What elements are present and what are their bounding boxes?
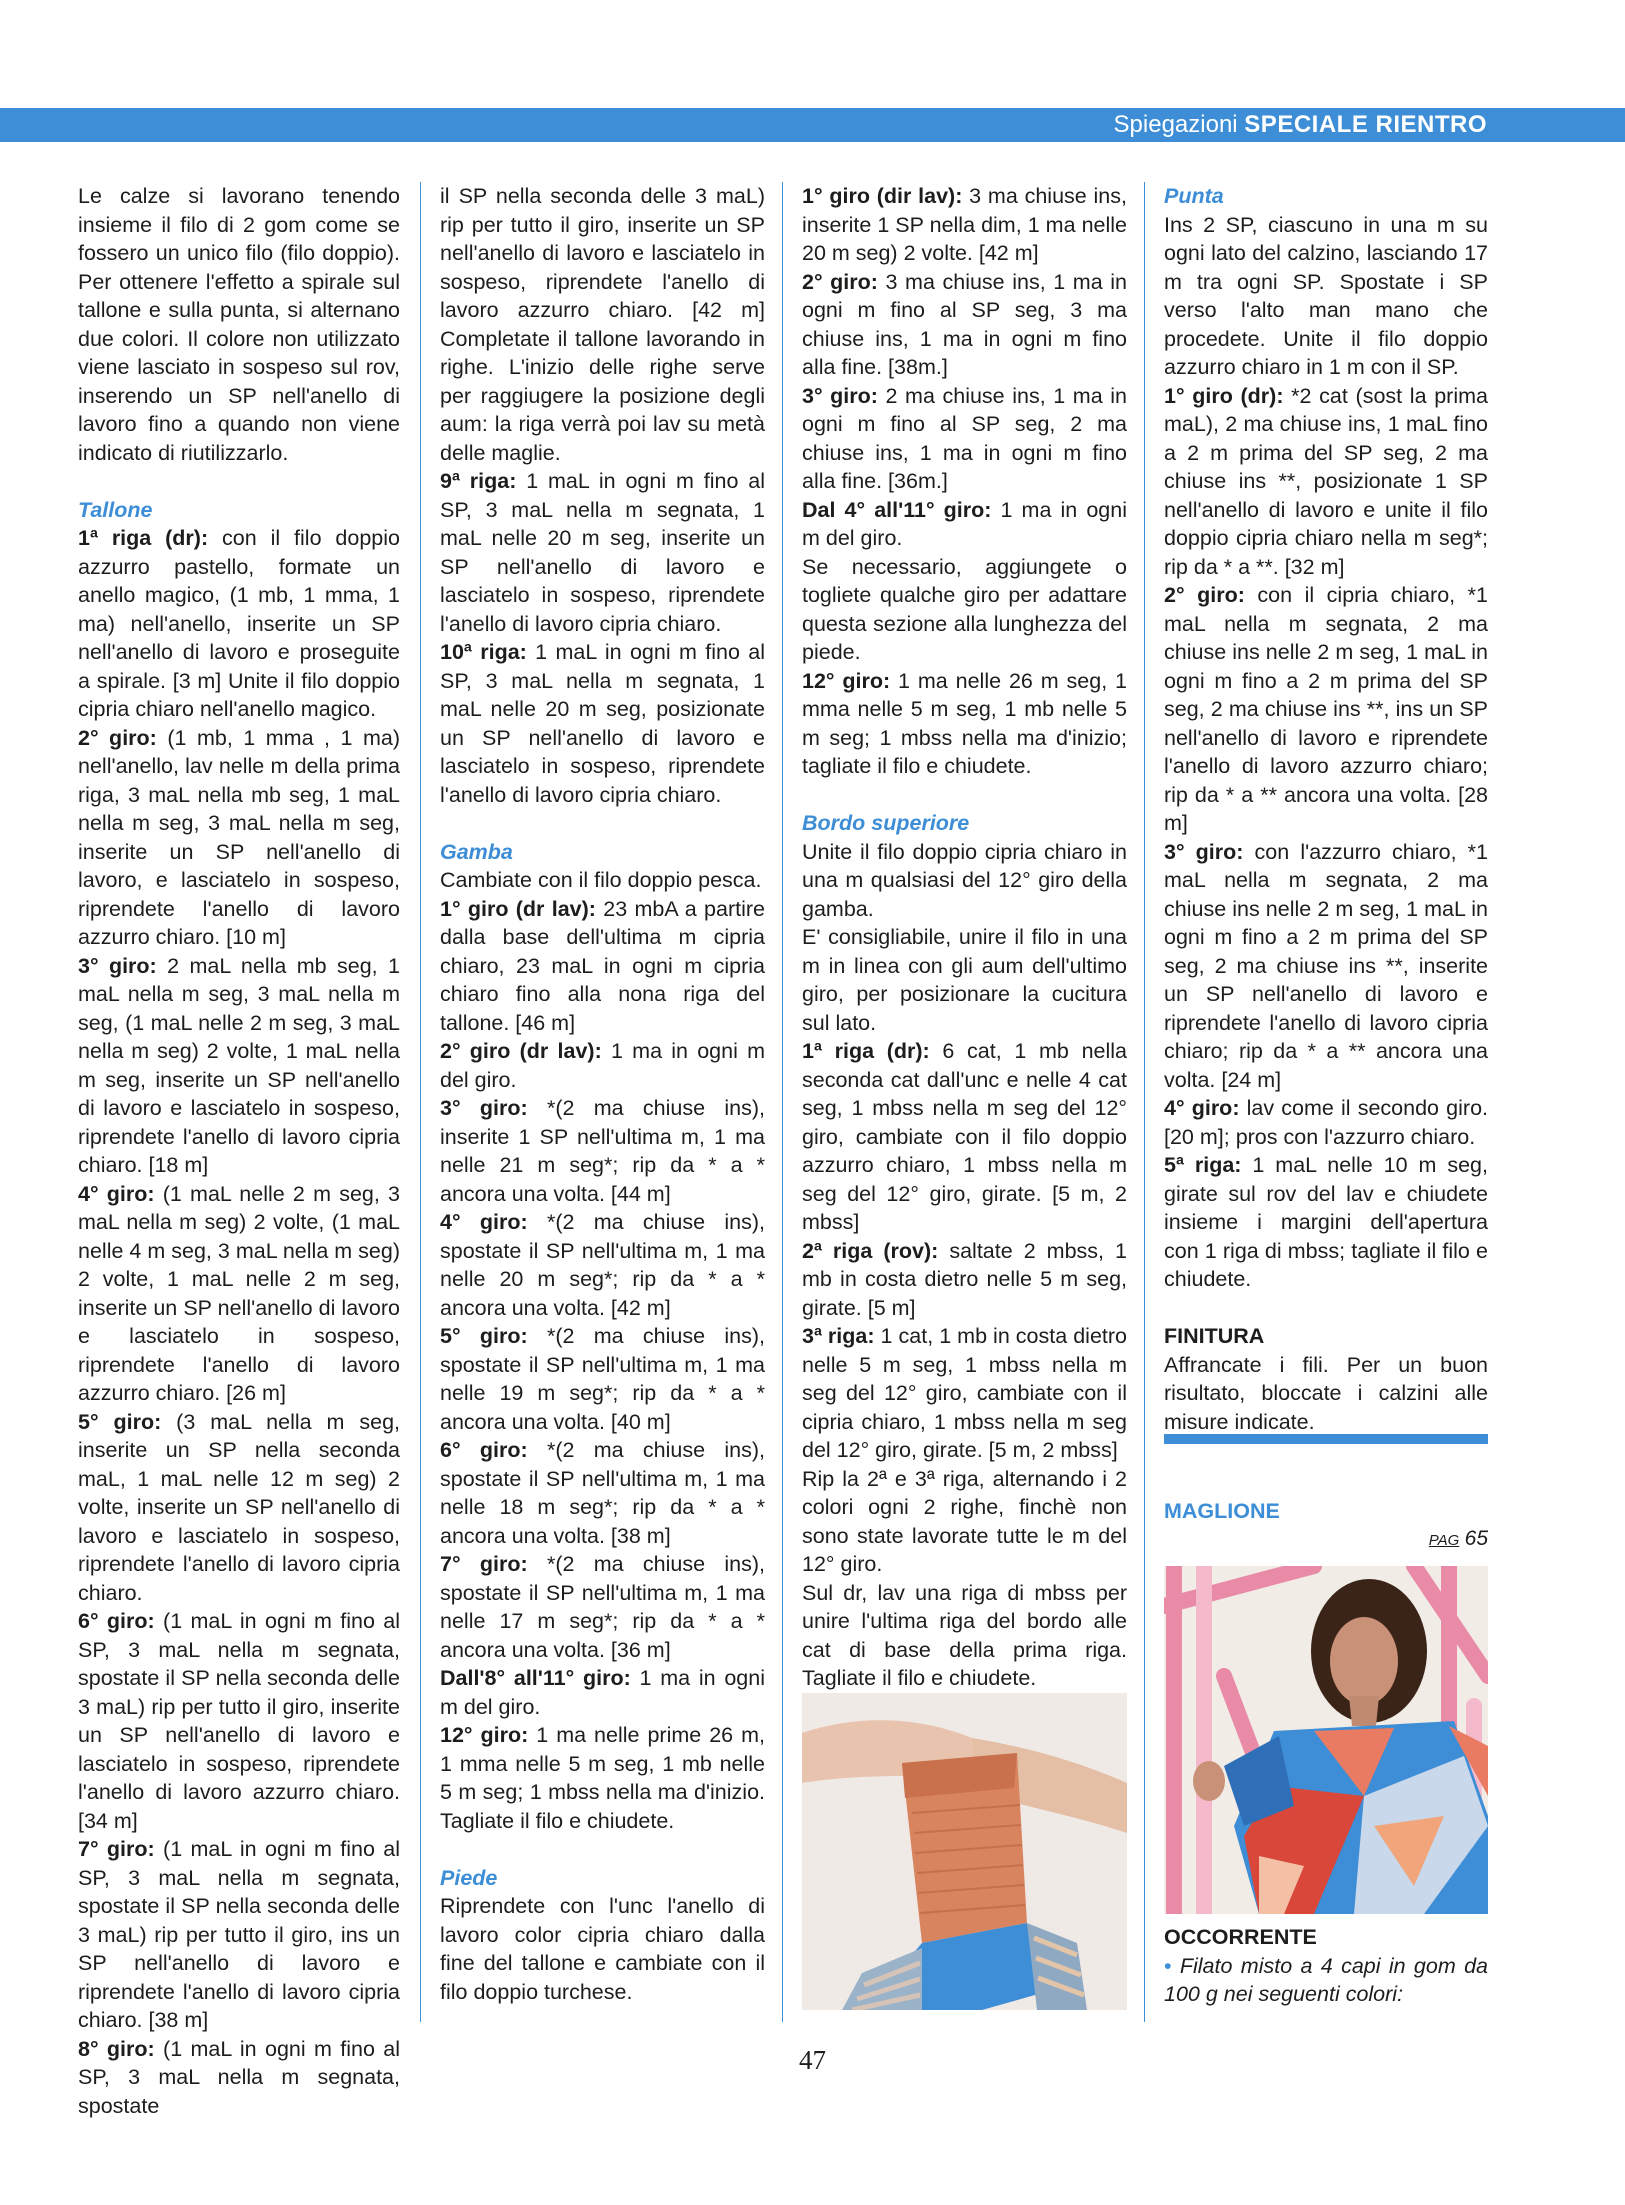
page-reference-number: 65 (1464, 1527, 1488, 1550)
instruction-label: 6° giro: (440, 1438, 528, 1462)
instruction-text: *(2 ma chiuse ins), spostate il SP nell'ultima m, 1 ma nelle 17 m seg*; rip da * a * ancora una volta. [36 m] (440, 1552, 766, 1662)
instruction-label: 9ª riga: (440, 469, 517, 493)
instruction (78, 524, 400, 724)
instruction-text: (1 mb, 1 mma , 1 ma) nell'anello, lav nelle m della prima riga, 3 maL nella mb seg, 1 maL nella m seg, 3 maL nella m seg, inserite un SP nell'anello di lavoro, e lasciatelo in sospeso, riprendete l'anello di lavoro azzurro chiaro. [10 m] (78, 725, 400, 949)
instruction-label: 6° giro: (78, 1609, 155, 1633)
instruction-label: 2ª riga (rov): (802, 1238, 939, 1263)
column-4 (1164, 182, 1488, 1436)
instruction (802, 667, 1127, 781)
section-title-bordo: Bordo superiore (802, 811, 970, 835)
column-3 (802, 182, 1127, 1693)
bullet-icon: • (1164, 1953, 1172, 1978)
header-prefix: Spiegazioni (1113, 111, 1238, 138)
header-section-title: SPECIALE RIENTRO (1244, 111, 1487, 138)
header-title (1114, 108, 1487, 142)
instruction-label: 5ª riga: (1164, 1153, 1242, 1177)
instruction-text: 1 ma nelle prime 26 m, 1 mma nelle 5 m seg, 1 mb nelle 5 m seg; 1 mbss nella ma d'inizio. Tagliate il filo e chiudete. (440, 1723, 765, 1833)
occorrente-block (1164, 1923, 1488, 2009)
instruction-label: 2° giro: (802, 269, 878, 294)
instruction (1164, 838, 1488, 1095)
paragraph: Se necessario, aggiungete o togliete qualche giro per adattare questa sezione alla lunghezza del piede. (802, 554, 1127, 664)
instruction-text: 1 cat, 1 mb in costa dietro nelle 5 m seg, 1 mbss nella m seg del 12° giro, cambiate con il cipria chiaro, 1 mbss nella m seg del 12° giro, girate. [5 m, 2 mbss] (802, 1324, 1127, 1462)
instruction (440, 895, 765, 1038)
instruction-text: (1 maL nelle 2 m seg, 3 maL nella m seg) 2 volte, (1 maL nelle 4 m seg, 3 maL nella m seg) 2 volte, 1 maL nelle 2 m seg, inserite un SP nell'anello di lavoro e lasciatelo in sospeso, riprendete l'anello di lavoro azzurro chiaro. [26 m] (78, 1181, 400, 1405)
intro-paragraph: Le calze si lavorano tenendo insieme il filo di 2 gom come se fossero un unico filo (filo doppio). Per ottenere l'effetto a spirale sul tallone e sulla punta, si alternano due colori. Il colore non utilizzato viene lasciato in sospeso sul rov, inserendo un SP nell'anello di lavoro fino a quando non viene indicato di riutilizzarlo. (78, 184, 400, 465)
instruction-text: *(2 ma chiuse ins), spostate il SP nell'ultima m, 1 ma nelle 18 m seg*; rip da * a * ancora una volta. [38 m] (440, 1438, 766, 1548)
column-divider (420, 182, 421, 2022)
instruction (78, 724, 400, 952)
instruction-label: 10ª riga: (440, 640, 527, 664)
instruction (440, 1208, 765, 1322)
paragraph: Sul dr, lav una riga di mbss per unire l'ultima riga del bordo alle cat di base della prima riga. Tagliate il filo e chiudete. (802, 1580, 1127, 1690)
instruction-label: Dall'8° all'11° giro: (440, 1666, 631, 1690)
instruction (802, 382, 1127, 496)
instruction-text: *(2 ma chiuse ins), spostate il SP nell'ultima m, 1 ma nelle 19 m seg*; rip da * a * ancora una volta. [40 m] (440, 1324, 766, 1434)
instruction-label: 3° giro: (78, 953, 157, 978)
instruction (802, 1322, 1127, 1465)
paragraph: Unite il filo doppio cipria chiaro in una m qualsiasi del 12° giro della gamba. (802, 839, 1127, 921)
paragraph: Ins 2 SP, ciascuno in una m su ogni lato del calzino, lasciando 17 m tra ogni SP. Spostate i SP verso l'alto man mano che procedete. Unite il filo doppio azzurro chiaro in 1 m con il SP. (1164, 212, 1488, 379)
instruction-text: (3 maL nella m seg, inserite un SP nella seconda maL, 1 maL nelle 12 m seg) 2 volte, inserite un SP nell'anello di lavoro e lasciatelo in sospeso, riprendete l'anello di lavoro cipria chiaro. (78, 1409, 400, 1605)
instruction-text: lav come il secondo giro. [20 m]; pros con l'azzurro chiaro. (1164, 1096, 1488, 1149)
instruction-label: Dal 4° all'11° giro: (802, 497, 992, 522)
instruction-label: 3° giro: (1164, 839, 1244, 864)
section-title-tallone: Tallone (78, 497, 153, 522)
instruction (440, 1721, 765, 1835)
instruction-label: 5° giro: (78, 1409, 162, 1434)
sock-illustration (802, 1693, 1127, 2010)
instruction (1164, 1094, 1488, 1151)
instruction-label: 8° giro: (78, 2036, 155, 2061)
instruction (78, 1607, 400, 1835)
column-1 (78, 182, 400, 2120)
instruction (78, 1835, 400, 2035)
instruction (802, 1037, 1127, 1237)
instruction (802, 1237, 1127, 1323)
sweater-photo (1164, 1566, 1488, 1914)
finitura-text: Affrancate i fili. Per un buon risultato, bloccate i calzini alle misure indicate. (1164, 1352, 1488, 1434)
instruction (78, 1408, 400, 1608)
paragraph: Riprendete con l'unc l'anello di lavoro color cipria chiaro dalla fine del tallone e cambiate con il filo doppio turchese. (440, 1894, 765, 2004)
instruction-text: con il filo doppio azzurro pastello, formate un anello magico, (1 mb, 1 mma, 1 ma) nell'anello, inserite un SP nell'anello di lavoro e proseguite a spirale. [3 m] Unite il filo doppio cipria chiaro nell'anello magico. (78, 526, 400, 721)
occorrente-item (1164, 1952, 1488, 2009)
instruction-label: 1ª riga (dr): (78, 526, 209, 550)
instruction-text: 1 ma nelle 26 m seg, 1 mma nelle 5 m seg, 1 mb nelle 5 m seg; 1 mbss nella ma d'inizio; tagliate il filo e chiudete. (802, 668, 1127, 778)
instruction-text: 23 mbA a partire dalla base dell'ultima m cipria chiaro, 23 maL in ogni m cipria chiaro fino alla nona riga del tallone. [46 m] (440, 896, 766, 1035)
instruction-label: 4° giro: (1164, 1096, 1240, 1120)
section-title-punta: Punta (1164, 184, 1224, 208)
instruction (78, 1180, 400, 1408)
instruction (440, 467, 765, 638)
column-divider (1144, 182, 1145, 2022)
instruction (440, 1322, 765, 1436)
instruction-label: 1° giro (dr lav): (440, 896, 596, 921)
instruction-label: 7° giro: (440, 1552, 528, 1576)
instruction-text: 1 ma in ogni m del giro. (802, 497, 1127, 550)
instruction-text: (1 maL in ogni m fino al SP, 3 maL nella m segnata, spostate il SP nella seconda delle 3 maL) rip per tutto il giro, inserite un SP nell'anello di lavoro e lasciatelo in sospeso, riprendete l'anello di lavoro azzurro chiaro. [34 m] (78, 1609, 401, 1833)
section-separator (1164, 1434, 1488, 1444)
instruction-label: 12° giro: (440, 1723, 529, 1747)
instruction (440, 1664, 765, 1721)
instruction-text: 1 ma in ogni m del giro. (440, 1666, 765, 1719)
instruction-text: 1 ma in ogni m del giro. (440, 1039, 766, 1092)
instruction-text: 6 cat, 1 mb nella seconda cat dall'unc e nelle 4 cat seg, 1 mbss nella m seg del 12° giro, cambiate con il filo doppio azzurro chiaro, 1 mbss nella m seg del 12° giro, girate. [5 m, 2 mbss] (802, 1039, 1127, 1234)
paragraph: Rip la 2ª e 3ª riga, alternando i 2 colori ogni 2 righe, finchè non sono state lavorate tutte le m del 12° giro. (802, 1466, 1127, 1576)
instruction (1164, 1151, 1488, 1294)
instruction-label: 3° giro: (440, 1096, 528, 1120)
paragraph: E' consigliabile, unire il filo in una m in linea con gli aum dell'ultimo giro, per posizionare la cucitura sul lato. (802, 925, 1127, 1035)
section-title-gamba: Gamba (440, 839, 513, 864)
instruction (440, 1094, 765, 1208)
instruction-text: *2 cat (sost la prima maL), 2 ma chiuse ins, 1 maL fino a 2 m prima del SP seg, 2 ma chiuse ins **, posizionate 1 SP nell'anello di lavoro e unite il filo doppio cipria chiaro nella m seg*; rip da * a **. [32 m] (1164, 383, 1488, 579)
instruction (440, 1037, 765, 1094)
instruction (802, 182, 1127, 268)
instruction-label: 7° giro: (78, 1837, 155, 1861)
instruction-label: 1ª riga (dr): (802, 1039, 930, 1063)
instruction (802, 496, 1127, 553)
instruction-text: saltate 2 mbss, 1 mb in costa dietro nelle 5 m seg, girate. [5 m] (802, 1238, 1127, 1320)
instruction-text: (1 maL in ogni m fino al SP, 3 maL nella m segnata, spostate (78, 2036, 401, 2118)
sock-photo (802, 1693, 1127, 2010)
instruction (1164, 382, 1488, 582)
instruction-text: 1 maL nelle 10 m seg, girate sul rov del lav e chiudete insieme i margini dell'apertura con 1 riga di mbss; tagliate il filo e chiudete. (1164, 1153, 1488, 1291)
instruction (440, 1550, 765, 1664)
instruction-text: con l'azzurro chiaro, *1 maL nella m segnata, 2 ma chiuse ins nelle 2 m seg, 1 maL in ogni m fino a 2 m prima del SP seg, 2 ma chiuse ins **, inserite un SP nell'anello di lavoro e riprendete l'anello di lavoro cipria chiaro; rip da * a ** ancora una volta. [24 m] (1164, 839, 1488, 1092)
instruction-label: 4° giro: (78, 1181, 155, 1206)
paragraph: Cambiate con il filo doppio pesca. (440, 868, 762, 892)
instruction (440, 1436, 765, 1550)
sweater-illustration (1164, 1566, 1488, 1914)
instruction-label: 3° giro: (802, 383, 878, 408)
instruction (1164, 581, 1488, 838)
instruction-label: 1° giro (dr): (1164, 383, 1284, 408)
instruction-text: 3 ma chiuse ins, 1 ma in ogni m fino al SP seg, 3 ma chiuse ins, 1 ma in ogni m fino alla fine. [38m.] (802, 269, 1127, 379)
occorrente-title: OCCORRENTE (1164, 1925, 1317, 1949)
instruction-label: 1° giro (dir lav): (802, 184, 963, 208)
instruction-label: 12° giro: (802, 668, 891, 693)
instruction-text: 3 ma chiuse ins, inserite 1 SP nella dim, 1 ma nelle 20 m seg) 2 volte. [42 m] (802, 184, 1127, 265)
maglione-title: MAGLIONE (1164, 1499, 1280, 1523)
instruction-label: 3ª riga: (802, 1324, 875, 1348)
finitura-title: FINITURA (1164, 1324, 1265, 1348)
instruction-text: 2 maL nella mb seg, 1 maL nella m seg, 3 maL nella m seg, (1 maL nelle 2 m seg, 3 maL nella m seg) 2 volte, 1 maL nella m seg, inserite un SP nell'anello di lavoro e lasciatelo in sospeso, riprendete l'anello di lavoro cipria chiaro. [18 m] (78, 953, 401, 1177)
page-number: 47 (799, 2045, 826, 2075)
page-reference (1164, 1527, 1488, 1551)
instruction-text: *(2 ma chiuse ins), spostate il SP nell'ultima m, 1 ma nelle 20 m seg*; rip da * a * ancora una volta. [42 m] (440, 1210, 766, 1320)
occorrente-text: Filato misto a 4 capi in gom da 100 g nei seguenti colori: (1164, 1953, 1488, 2006)
instruction-label: 2° giro: (1164, 583, 1245, 607)
instruction (802, 268, 1127, 382)
section-title-piede: Piede (440, 1865, 498, 1890)
instruction-label: 4° giro: (440, 1210, 528, 1234)
instruction-label: 5° giro: (440, 1324, 528, 1348)
page-reference-label: PAG (1428, 1532, 1460, 1549)
instruction (78, 952, 400, 1180)
column-divider (782, 182, 783, 2022)
instruction-text: 1 maL in ogni m fino al SP, 3 maL nella m segnata, 1 maL nelle 20 m seg, inserite un SP nell'anello di lavoro e lasciatelo in sospeso, riprendete l'anello di lavoro cipria chiaro. (440, 469, 765, 636)
continuation-paragraph: il SP nella seconda delle 3 maL) rip per tutto il giro, inserite un SP nell'anello di lavoro e lasciatelo in sospeso, riprendete l'anello di lavoro azzurro chiaro. [42 m] Completate il tallone lavorando in righe. L'inizio delle righe serve per raggiugere la posizione degli aum: la riga verrà poi lav su metà delle maglie. (440, 184, 765, 465)
instruction-label: 2° giro (dr lav): (440, 1039, 602, 1063)
instruction-text: *(2 ma chiuse ins), inserite 1 SP nell'ultima m, 1 ma nelle 21 m seg*; rip da * a * ancora una volta. [44 m] (440, 1096, 766, 1206)
instruction-label: 2° giro: (78, 725, 157, 750)
instruction-text: con il cipria chiaro, *1 maL nella m segnata, 2 ma chiuse ins nelle 2 m seg, 1 maL in ogni m fino a 2 m prima del SP seg, 2 ma chiuse ins **, ins un SP nell'anello di lavoro e riprendete l'anello di lavoro azzurro chiaro; rip da * a ** ancora una volta. [28 m] (1164, 583, 1488, 835)
instruction-text: (1 maL in ogni m fino al SP, 3 maL nella m segnata, spostate il SP nella seconda delle 3 maL) rip per tutto il giro, ins un SP nell'anello di lavoro e riprendete l'anello di lavoro cipria chiaro. [38 m] (78, 1837, 401, 2032)
column-2 (440, 182, 765, 2006)
instruction-text: 1 maL in ogni m fino al SP, 3 maL nella m segnata, 1 maL nelle 20 m seg, posizionate un SP nell'anello di lavoro e lasciatelo in sospeso, riprendete l'anello di lavoro cipria chiaro. (440, 640, 765, 807)
instruction (440, 638, 765, 809)
instruction-text: 2 ma chiuse ins, 1 ma in ogni m fino al SP seg, 2 ma chiuse ins, 1 ma in ogni m fino alla fine. [36m.] (802, 383, 1127, 493)
